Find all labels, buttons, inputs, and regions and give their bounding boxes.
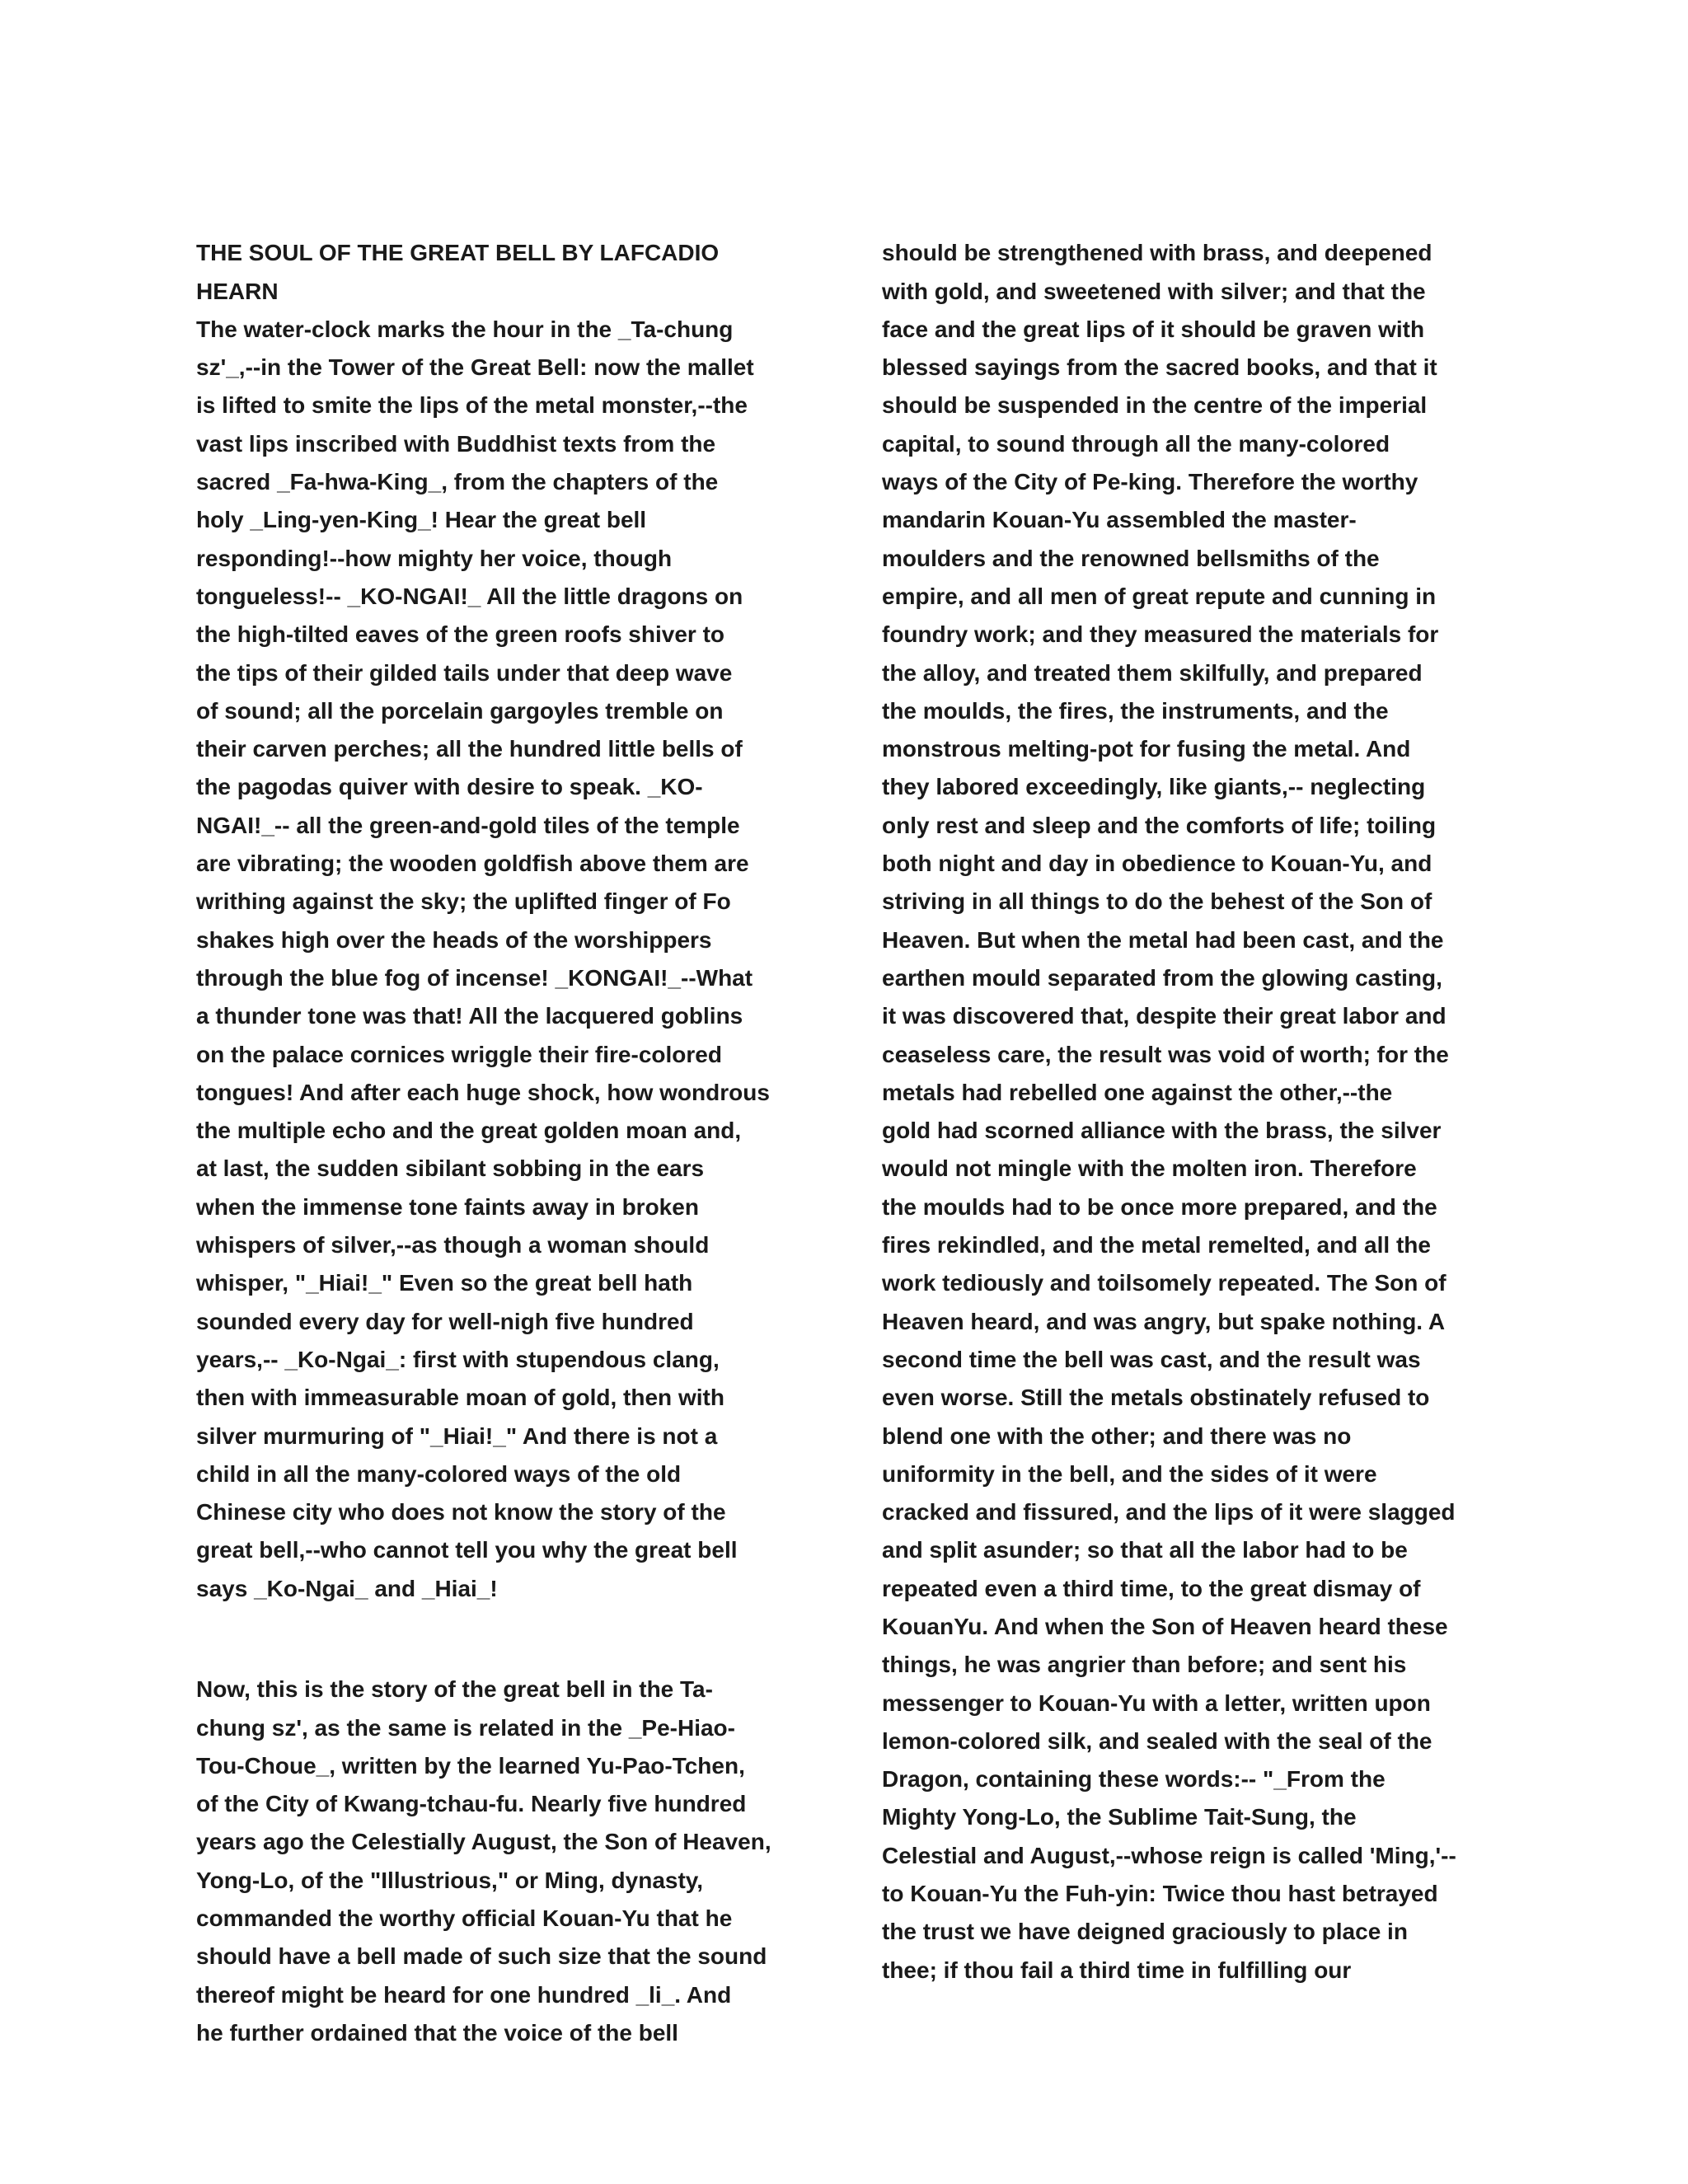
right-text-column xyxy=(882,196,1492,2027)
left-paragraph-2: Now, this is the story of the great bell in the Ta- chung sz', as the same is related in the _Pe-Hiao- Tou-Choue_, written by the learned Yu-Pao-Tchen, of the City of Kwang-tchau-fu. Nearly five hundred years ago the Celestially August, the Son of Heaven, Yong-Lo, of the "Illustrious," or Ming, dynasty, commanded the worthy official Kouan-Yu that he should have a bell made of such size that the sound thereof might be heard for one hundred _li_. And he further ordained that the voice of the bell xyxy=(196,1676,771,2046)
right-paragraph-1: should be strengthened with brass, and deepened with gold, and sweetened with silver; and that the face and the great lips of it should be graven with blessed sayings from the sacred books, and that it should be suspended in the centre of the imperial capital, to sound through all the many-colored ways of the City of Pe-king. Therefore the worthy mandarin Kouan-Yu assembled the master- moulders and the renowned bellsmiths of the empire, and all men of great repute and cunning in foundry work; and they measured the materials for the alloy, and treated them skilfully, and prepared the moulds, the fires, the instruments, and the monstrous melting-pot for fusing the metal. And they labored exceedingly, like giants,-- neglecting only rest and sleep and the comforts of life; toiling both night and day in obedience to Kouan-Yu, and striving in all things to do the behest of the Son of Heaven. But when the metal had been cast, and the earthen mould separated from the glowing casting, it was discovered that, despite their great labor and ceaseless care, the result was void of worth; for the metals had rebelled one against the other,--the gold had scorned alliance with the brass, the silver would not mingle with the molten iron. Therefore the moulds had to be once more prepared, and the fires rekindled, and the metal remelted, and all the work tediously and toilsomely repeated. The Son of Heaven heard, and was angry, but spake nothing. A second time the bell was cast, and the result was even worse. Still the metals obstinately refused to blend one with the other; and there was no uniformity in the bell, and the sides of it were cracked and fissured, and the lips of it were slagged and split asunder; so that all the labor had to be repeated even a third time, to the great dismay of KouanYu. And when the Son of Heaven heard these things, he was angrier than before; and sent his messenger to Kouan-Yu with a letter, written upon lemon-colored silk, and sealed with the seal of the Dragon, containing these words:-- "_From the Mighty Yong-Lo, the Sublime Tait-Sung, the Celestial and August,--whose reign is called 'Ming,'-- to Kouan-Yu the Fuh-yin: Twice thou hast betrayed the trust we have deigned graciously to place in thee; if thou fail a third time in fulfilling our xyxy=(882,240,1456,1983)
left-paragraph-1: THE SOUL OF THE GREAT BELL BY LAFCADIO HEARN The water-clock marks the hour in the _Ta-chung sz'_,--in the Tower of the Great Bell: now the mallet is lifted to smite the lips of the metal monster,--the vast lips inscribed with Buddhist texts from the sacred _Fa-hwa-King_, from the chapters of the holy _Ling-yen-King_! Hear the great bell responding!--how mighty her voice, though tongueless!-- _KO-NGAI!_ All the little dragons on the high-tilted eaves of the green roofs shiver to the tips of their gilded tails under that deep wave of sound; all the porcelain gargoyles tremble on their carven perches; all the hundred little bells of the pagodas quiver with desire to speak. _KO- NGAI!_-- all the green-and-gold tiles of the temple are vibrating; the wooden goldfish above them are writhing against the sky; the uplifted finger of Fo shakes high over the heads of the worshippers through the blue fog of incense! _KONGAI!_--What a thunder tone was that! All the lacquered goblins on the palace cornices wriggle their fire-colored tongues! And after each huge shock, how wondrous the multiple echo and the great golden moan and, at last, the sudden sibilant sobbing in the ears when the immense tone faints away in broken whispers of silver,--as though a woman should whisper, "_Hiai!_" Even so the great bell hath sounded every day for well-nigh five hundred years,-- _Ko-Ngai_: first with stupendous clang, then with immeasurable moan of gold, then with silver murmuring of "_Hiai!_" And there is not a child in all the many-colored ways of the old Chinese city who does not know the story of the great bell,--who cannot tell you why the great bell says _Ko-Ngai_ and _Hiai_! xyxy=(196,240,770,1601)
left-text-column xyxy=(196,196,806,2091)
